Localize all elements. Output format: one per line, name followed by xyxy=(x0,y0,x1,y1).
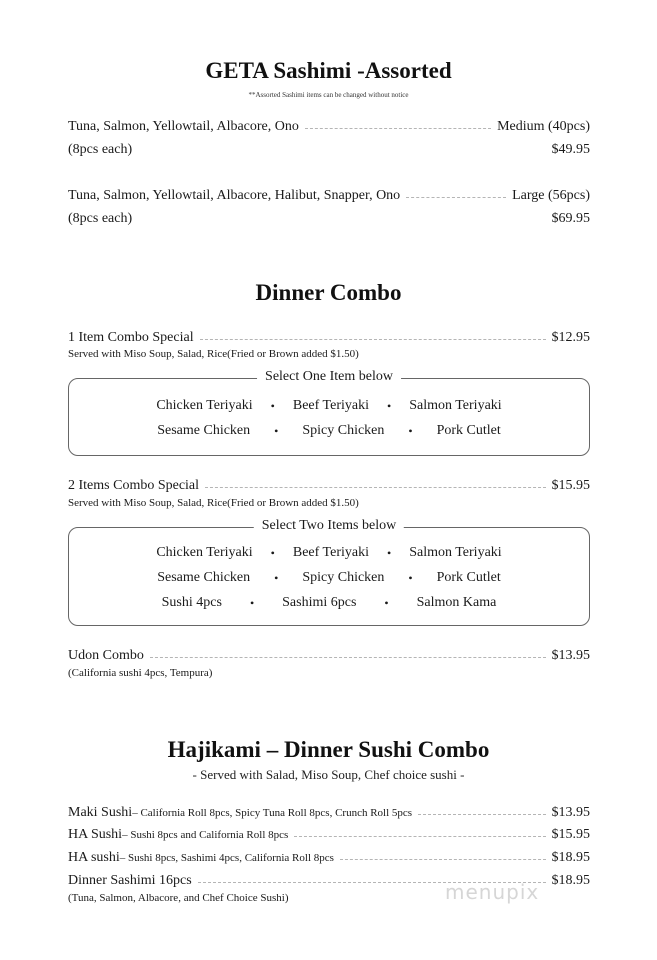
hajikami-item-sub: (Tuna, Salmon, Albacore, and Chef Choice Sushi) xyxy=(68,892,289,904)
bullet-icon: • xyxy=(274,423,279,438)
option-item: Sesame Chicken xyxy=(157,570,251,585)
option-item: Spicy Chicken xyxy=(302,423,385,438)
option-item: Pork Cutlet xyxy=(436,423,501,438)
combo2-options-box xyxy=(68,518,590,626)
option-item: Sesame Chicken xyxy=(157,423,251,438)
sashimi-note: **Assorted Sashimi items can be changed without notice xyxy=(248,91,409,99)
hajikami-item xyxy=(68,849,590,867)
item-price: $12.95 xyxy=(551,330,590,345)
dotted-leader xyxy=(294,836,545,837)
option-item: Spicy Chicken xyxy=(302,570,385,585)
option-item: Sushi 4pcs xyxy=(161,595,222,610)
hajikami-item xyxy=(68,826,590,844)
watermark: menupix xyxy=(445,880,540,904)
dotted-leader xyxy=(418,814,545,815)
item-name: HA sushi xyxy=(68,850,120,865)
dotted-leader xyxy=(305,128,491,129)
item-size: Medium (40pcs) xyxy=(497,119,590,134)
hajikami-subtitle: - Served with Salad, Miso Soup, Chef choice sushi - xyxy=(192,767,465,782)
item-detail: – Sushi 8pcs and California Roll 8pcs xyxy=(122,829,289,841)
bullet-icon: • xyxy=(387,398,392,413)
option-item: Chicken Teriyaki xyxy=(156,545,253,560)
option-item: Beef Teriyaki xyxy=(292,398,369,413)
options-row xyxy=(69,422,589,440)
item-name: Tuna, Salmon, Yellowtail, Albacore, Ono xyxy=(68,119,299,134)
item-price: $15.95 xyxy=(551,478,590,493)
combo2-row xyxy=(68,477,590,495)
box-label: Select One Item below xyxy=(257,369,401,385)
options-row xyxy=(69,569,589,587)
dotted-leader xyxy=(200,339,546,340)
bullet-icon: • xyxy=(249,595,255,610)
item-sub: (8pcs each) xyxy=(68,211,133,226)
item-name: 2 Items Combo Special xyxy=(68,478,200,493)
options-row xyxy=(69,544,589,562)
item-name: 1 Item Combo Special xyxy=(68,330,194,345)
sashimi-item-medium-sub xyxy=(68,141,590,159)
box-label: Select Two Items below xyxy=(254,518,404,534)
item-price: $18.95 xyxy=(551,850,590,865)
item-price: $49.95 xyxy=(551,142,590,157)
hajikami-title: Hajikami – Dinner Sushi Combo xyxy=(167,737,490,762)
dotted-leader xyxy=(205,487,545,488)
item-price: $13.95 xyxy=(551,648,590,663)
option-item: Chicken Teriyaki xyxy=(156,398,253,413)
udon-row xyxy=(68,647,590,665)
option-item: Beef Teriyaki xyxy=(292,545,369,560)
bullet-icon: • xyxy=(270,398,275,413)
item-price: $13.95 xyxy=(551,805,590,820)
dotted-leader xyxy=(340,859,546,860)
item-price: $15.95 xyxy=(551,827,590,842)
sashimi-item-large-sub xyxy=(68,210,590,228)
dinner-combo-title: Dinner Combo xyxy=(255,280,402,305)
item-size: Large (56pcs) xyxy=(512,188,590,203)
sashimi-item-medium xyxy=(68,118,590,136)
item-price: $18.95 xyxy=(551,873,590,888)
combo1-row xyxy=(68,329,590,347)
options-row xyxy=(69,594,589,612)
option-item: Salmon Teriyaki xyxy=(409,398,502,413)
option-item: Salmon Kama xyxy=(416,595,497,610)
item-name: Maki Sushi xyxy=(68,805,133,820)
dotted-leader xyxy=(150,657,546,658)
item-price: $69.95 xyxy=(551,211,590,226)
option-item: Sashimi 6pcs xyxy=(282,595,357,610)
bullet-icon: • xyxy=(270,545,275,560)
combo1-sub: Served with Miso Soup, Salad, Rice(Fried or Brown added $1.50) xyxy=(68,348,359,360)
bullet-icon: • xyxy=(274,570,279,585)
item-detail: – California Roll 8pcs, Spicy Tuna Roll 8pcs, Crunch Roll 5pcs xyxy=(132,807,413,819)
sashimi-title: GETA Sashimi -Assorted xyxy=(205,58,452,83)
item-detail: – Sushi 8pcs, Sashimi 4pcs, California Roll 8pcs xyxy=(119,852,334,864)
item-name: Dinner Sashimi 16pcs xyxy=(68,873,192,888)
item-name: Tuna, Salmon, Yellowtail, Albacore, Halibut, Snapper, Ono xyxy=(68,188,401,203)
udon-sub: (California sushi 4pcs, Tempura) xyxy=(68,667,213,679)
option-item: Pork Cutlet xyxy=(436,570,501,585)
combo2-sub: Served with Miso Soup, Salad, Rice(Fried or Brown added $1.50) xyxy=(68,497,359,509)
dotted-leader xyxy=(406,197,506,198)
bullet-icon: • xyxy=(408,570,413,585)
item-name: HA Sushi xyxy=(68,827,123,842)
bullet-icon: • xyxy=(384,595,389,610)
combo1-options-box xyxy=(68,369,590,456)
option-item: Salmon Teriyaki xyxy=(409,545,502,560)
bullet-icon: • xyxy=(408,423,413,438)
hajikami-item xyxy=(68,804,590,822)
bullet-icon: • xyxy=(387,545,392,560)
item-sub: (8pcs each) xyxy=(68,142,133,157)
options-row xyxy=(69,397,589,415)
sashimi-item-large xyxy=(68,187,590,205)
item-name: Udon Combo xyxy=(68,648,144,663)
